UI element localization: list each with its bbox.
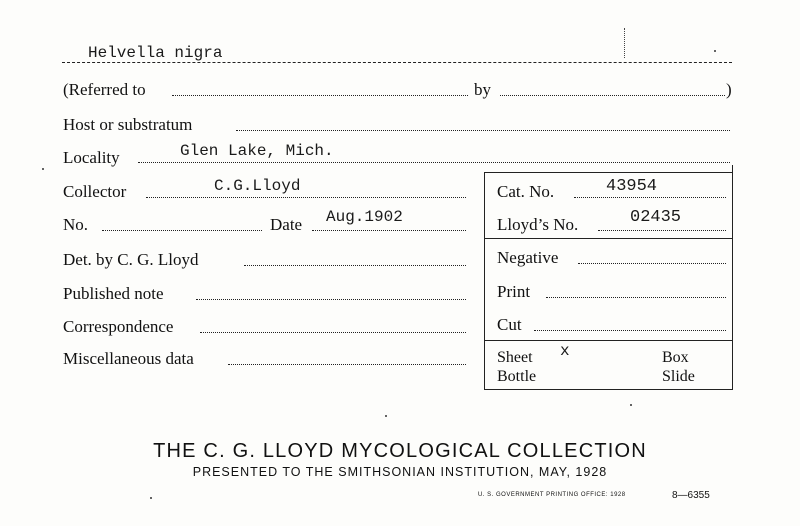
negative-line <box>578 263 726 264</box>
collector-label: Collector <box>63 182 127 201</box>
cat-no-value: 43954 <box>606 177 658 196</box>
locality-line <box>138 162 730 163</box>
misc-line <box>228 364 466 365</box>
by-label: by <box>474 80 491 99</box>
right-box-top-border <box>484 172 732 173</box>
date-line <box>312 230 466 231</box>
no-label: No. <box>63 215 89 234</box>
lloyds-no-value: 02435 <box>630 208 682 227</box>
lloyds-no-line <box>598 230 726 231</box>
right-box-bottom-border <box>484 389 732 390</box>
sheet-label: Sheet <box>497 349 533 366</box>
form-number: 8—6355 <box>672 490 710 501</box>
correspondence-label: Correspondence <box>63 317 174 336</box>
locality-label: Locality <box>63 148 120 167</box>
correspondence-line <box>200 332 466 333</box>
cut-line <box>534 330 726 331</box>
scan-speck <box>42 168 44 170</box>
collector-value: C.G.Lloyd <box>214 177 301 195</box>
species-line <box>62 62 732 63</box>
collection-subtitle: PRESENTED TO THE SMITHSONIAN INSTITUTION, MAY, 1928 <box>192 465 608 479</box>
scan-mark <box>624 28 625 58</box>
published-label: Published note <box>63 284 164 303</box>
box-label: Box <box>662 349 689 366</box>
misc-label: Miscellaneous data <box>63 349 194 368</box>
no-line <box>102 230 262 231</box>
referred-to-line <box>172 95 468 96</box>
cut-label: Cut <box>497 315 522 334</box>
print-line <box>546 297 726 298</box>
date-value: Aug.1902 <box>326 208 403 226</box>
referred-to-label: (Referred to <box>63 80 146 99</box>
lloyds-no-label: Lloyd’s No. <box>497 215 579 234</box>
locality-value: Glen Lake, Mich. <box>180 142 334 160</box>
scan-speck <box>630 404 632 406</box>
det-line <box>244 265 466 266</box>
cat-no-line <box>574 197 726 198</box>
right-box-divider-lower <box>484 340 732 341</box>
sheet-mark: x <box>560 342 570 360</box>
date-label: Date <box>270 215 303 234</box>
cat-no-label: Cat. No. <box>497 182 555 201</box>
collection-title: THE C. G. LLOYD MYCOLOGICAL COLLECTION <box>153 440 647 462</box>
by-line <box>500 95 725 96</box>
scan-speck <box>150 497 152 499</box>
bottle-label: Bottle <box>497 368 537 385</box>
det-label: Det. by C. G. Lloyd <box>63 250 199 269</box>
published-line <box>196 299 466 300</box>
negative-label: Negative <box>497 248 559 267</box>
right-box-divider <box>484 238 732 239</box>
scan-speck <box>714 50 716 52</box>
species-name: Helvella nigra <box>88 44 223 62</box>
print-label: Print <box>497 282 531 301</box>
close-paren: ) <box>726 80 732 99</box>
scan-speck <box>385 415 387 417</box>
host-line <box>236 130 730 131</box>
host-label: Host or substratum <box>63 115 193 134</box>
printing-office-note: U. S. GOVERNMENT PRINTING OFFICE: 1928 <box>478 492 626 498</box>
right-box-left-border <box>484 172 485 390</box>
collector-line <box>146 197 466 198</box>
slide-label: Slide <box>662 368 695 385</box>
right-box-right-border <box>732 165 733 390</box>
